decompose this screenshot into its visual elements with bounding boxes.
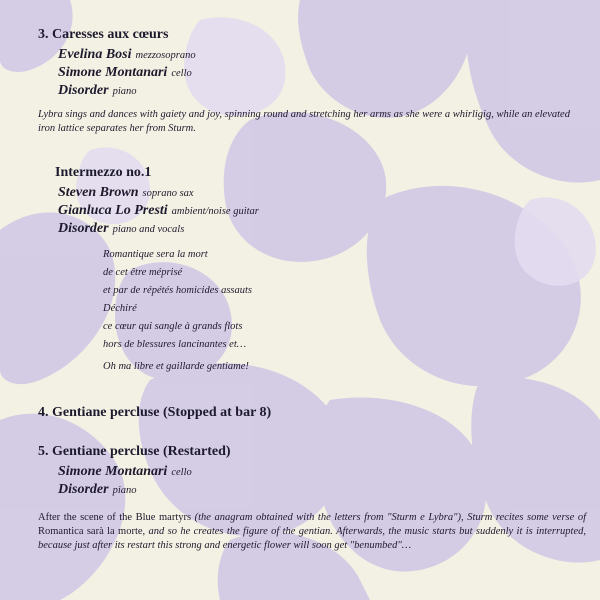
performer-role: cello [171,68,192,79]
performer-line [58,201,259,219]
closing-text-3: Romantica sarà la morte, [38,526,146,537]
poem-closing-line: Oh ma libre et gaillarde gentiame! [103,361,249,372]
performer-name: Gianluca Lo Presti [58,203,168,218]
performer-role: piano [112,86,137,97]
performer-name: Steven Brown [58,185,139,200]
poem-line: Romantique sera la mort [103,249,208,260]
track-3-description: Lybra sings and dances with gaiety and joy, spinning round and stretching her arms as she were a whirligig, while an elevated iron lattice separates her from Sturm. [38,109,570,134]
poem-line: ce cœur qui sangle à grands flots [103,321,243,332]
closing-text-4: and so he creates the figure of the gentian. Afterwards, the music starts but suddenly it is interrupted, because just after its restart this strong and energetic flower will soon get "benumbed"… [38,526,586,551]
poem-line: hors de blessures lancinantes et… [103,339,247,350]
intermezzo-title: Intermezzo no.1 [55,165,152,180]
performer-role: soprano sax [142,188,194,199]
performer-name: Evelina Bosi [58,47,132,62]
performer-role: piano [112,485,137,496]
performer-name: Simone Montanari [58,464,168,479]
performer-role: piano and vocals [112,224,185,235]
closing-paragraph [38,511,586,553]
closing-text-1: After the scene of the Blue martyrs [38,512,195,523]
track-5-title: 5. Gentiane percluse (Restarted) [38,444,231,459]
performer-line [58,81,136,99]
poem-line: de cet être méprisé [103,267,183,278]
performer-line [58,462,192,480]
performer-line [58,63,192,81]
closing-text-2: (the anagram obtained with the letters from "Sturm e Lybra"), Sturm recites some verse of [194,512,586,523]
performer-role: cello [171,467,192,478]
performer-name: Disorder [58,83,109,98]
performer-name: Disorder [58,482,109,497]
performer-name: Disorder [58,221,109,236]
performer-role: mezzosoprano [135,50,196,61]
performer-line [58,219,184,237]
performer-line [58,45,196,63]
track-4-title: 4. Gentiane percluse (Stopped at bar 8) [38,405,272,420]
performer-name: Simone Montanari [58,65,168,80]
poem [103,246,252,354]
performer-role: ambient/noise guitar [171,206,259,217]
poem-line: Déchiré [103,303,137,314]
track-3-title: 3. Caresses aux cœurs [38,27,169,42]
performer-line [58,480,136,498]
performer-line [58,183,194,201]
poem-line: et par de répétés homicides assauts [103,285,253,296]
